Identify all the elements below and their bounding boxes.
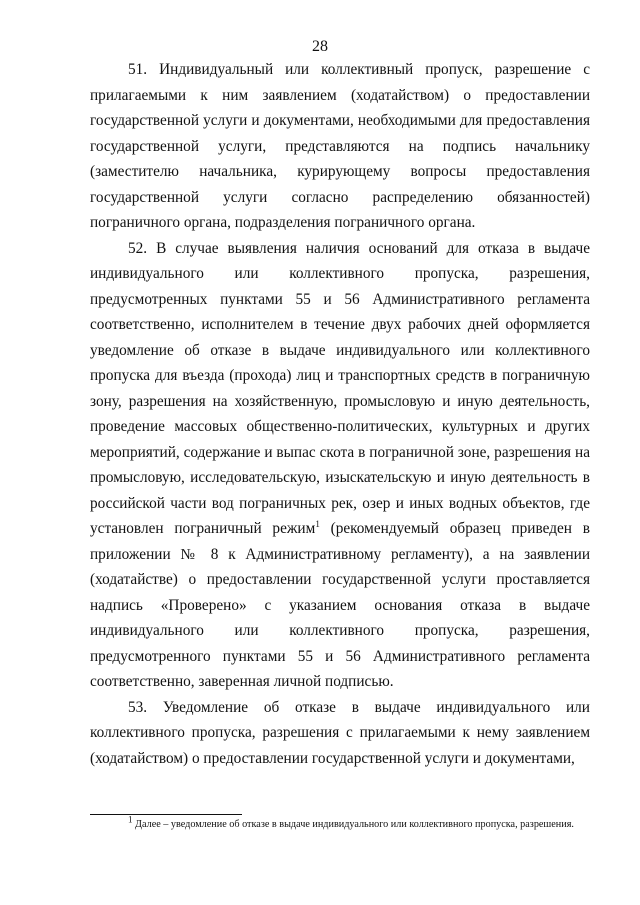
footnote-reference-mark: 1 (315, 518, 320, 529)
page-number: 28 (312, 38, 328, 55)
paragraph-52 (90, 236, 590, 695)
paragraph-52-text-before-mark: 52. В случае выявления наличия оснований для отказа в выдаче индивидуального или коллективного пропуска, разрешения, предусмотренных пунктами 55 и 56 Административного регламента соответственно, исполнителем в течение двух рабочих дней оформляется уведомление об отказе в выдаче индивидуального или коллективного пропуска для въезда (прохода) лиц и транспортных средств в пограничную зону, разрешения на хозяйственную, промысловую и иную деятельность, проведение массовых общественно-политических, культурных и других мероприятий, содержание и выпас скота в пограничной зоне, разрешения на промысловую, исследовательскую, изыскательскую и иную деятельность в российской части вод пограничных рек, озер и иных водных объектов, где установлен пограничный режим (90, 239, 590, 537)
body-text (90, 57, 590, 771)
paragraph-53: 53. Уведомление об отказе в выдаче индивидуального или коллективного пропуска, разрешения с прилагаемыми к нему заявлением (ходатайством) о предоставлении государственной услуги и документами, (90, 698, 590, 767)
footnote-mark: 1 (128, 814, 133, 825)
footnote-text: Далее – уведомление об отказе в выдаче индивидуального или коллективного пропуска, разрешения. (132, 819, 574, 830)
paragraph-51: 51. Индивидуальный или коллективный пропуск, разрешение с прилагаемыми к ним заявлением (ходатайством) о предоставлении государственной услуги и документами, необходимыми для предоставления государственной услуги, представляются на подпись начальнику (заместителю начальника, курирующему вопросы предоставления государственной услуги согласно распределению обязанностей) пограничного органа, подразделения пограничного органа. (90, 61, 590, 231)
paragraph-52-text-after-mark: (рекомендуемый образец приведен в приложении № 8 к Административному регламенту), а на заявлении (ходатайстве) о предоставлении государственной услуги проставляется надпись «Проверено» с указанием основания отказа в выдаче индивидуального или коллективного пропуска, разрешения, предусмотренного пунктами 55 и 56 Административного регламента соответственно, заверенная личной подписью. (90, 520, 590, 690)
footnote (90, 814, 590, 832)
footnote-separator (90, 814, 242, 815)
